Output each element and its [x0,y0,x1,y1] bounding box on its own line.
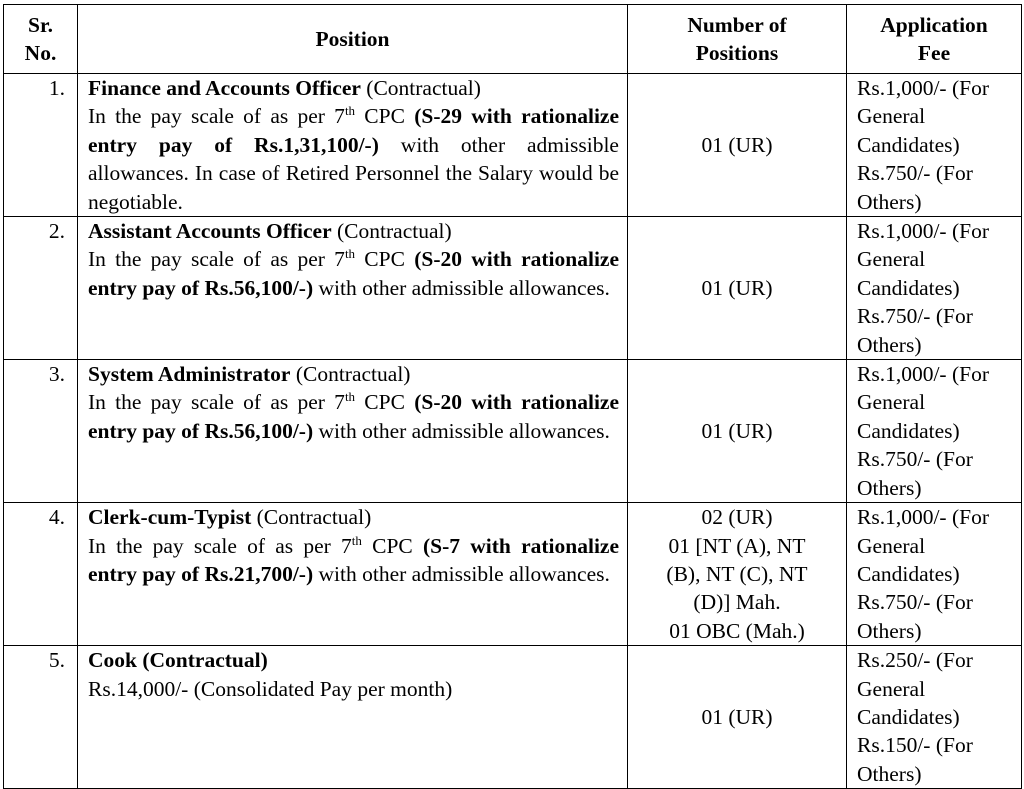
header-number-of-positions: Number of Positions [628,5,847,74]
position-title-suffix: (Contractual) [290,362,411,387]
position-description: Rs.14,000/- (Consolidated Pay per month) [88,676,453,701]
number-of-positions-cell: 01 (UR) [628,360,847,503]
application-fee-cell: Rs.1,000/- (For General Candidates) Rs.750/- (For Others) [847,503,1022,646]
position-cell [78,360,628,503]
table-row [4,646,1022,789]
header-application-fee: Application Fee [847,5,1022,74]
position-title-suffix: (Contractual) [360,76,481,100]
position-description: In the pay scale of as per 7th CPC (S-20 with rationalize entry pay of Rs.56,100/-) with other admissible allowances. [88,389,620,443]
positions-table [3,4,1022,789]
application-fee-cell: Rs.1,000/- (For General Candidates) Rs.750/- (For Others) [847,74,1022,217]
table-row [4,503,1022,646]
position-cell [78,217,628,360]
table-row [4,217,1022,360]
table-row [4,360,1022,503]
sr-no-cell: 4. [4,503,78,646]
application-fee-cell: Rs.1,000/- (For General Candidates) Rs.750/- (For Others) [847,217,1022,360]
position-description: In the pay scale of as per 7th CPC (S-20 with rationalize entry pay of Rs.56,100/-) with other admissible allowances. [88,246,620,300]
application-fee-cell: Rs.250/- (For General Candidates) Rs.150/- (For Others) [847,646,1022,789]
position-description: In the pay scale of as per 7th CPC (S-7 with rationalize entry pay of Rs.21,700/-) with other admissible allowances. [88,532,620,586]
header-row [4,5,1022,74]
sr-no-cell: 1. [4,74,78,217]
header-position: Position [78,5,628,74]
position-cell [78,503,628,646]
header-sr-no: Sr. No. [4,5,78,74]
number-of-positions-cell: 02 (UR) 01 [NT (A), NT (B), NT (C), NT (D)] Mah. 01 OBC (Mah.) [628,503,847,646]
position-title-suffix: (Contractual) [251,505,372,530]
sr-no-cell: 5. [4,646,78,789]
table-row [4,74,1022,217]
position-title: System Administrator [88,362,291,387]
position-title: Assistant Accounts Officer [88,219,332,244]
position-cell [78,646,628,789]
application-fee-cell: Rs.1,000/- (For General Candidates) Rs.750/- (For Others) [847,360,1022,503]
sr-no-cell: 2. [4,217,78,360]
position-title: Cook (Contractual) [88,648,268,673]
position-description: In the pay scale of as per 7th CPC (S-29 with rationalize entry pay of Rs.1,31,100/-) with other admissible allowances. In case of Retired Personnel the Salary would be negotiable. [88,103,620,214]
position-cell [78,74,628,217]
number-of-positions-cell: 01 (UR) [628,646,847,789]
position-title: Clerk-cum-Typist [88,505,252,530]
number-of-positions-cell: 01 (UR) [628,217,847,360]
position-title: Finance and Accounts Officer [88,76,361,100]
sr-no-cell: 3. [4,360,78,503]
position-title-suffix: (Contractual) [331,219,452,244]
number-of-positions-cell: 01 (UR) [628,74,847,217]
